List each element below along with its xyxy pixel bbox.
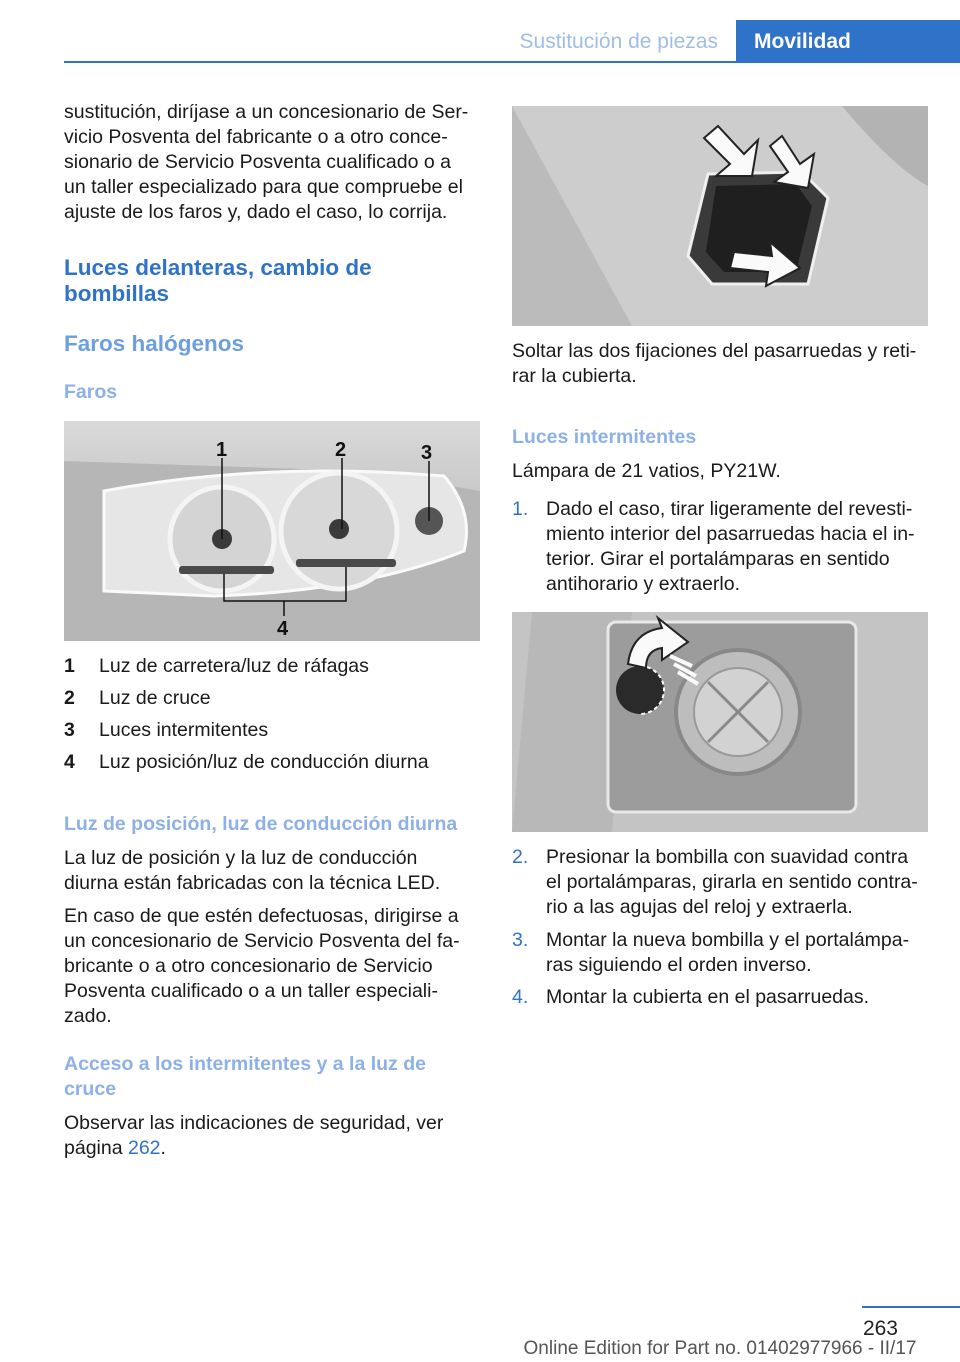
led-paragraph: La luz de posición y la luz de conducción diurna están fabricadas con la técnica LED. — [64, 847, 441, 894]
figure-label-4: 4 — [277, 618, 289, 640]
legend-text: Luz de cruce — [99, 687, 211, 709]
heading-acceso: Acceso a los intermitentes y a la luz de cruce — [64, 1053, 426, 1100]
legend-number: 4 — [64, 751, 75, 773]
caption-remove-cover: Soltar las dos fijaciones del pasarruedas y reti‐ rar la cubierta. — [512, 340, 917, 387]
step-text: Montar la cubierta en el pasarruedas. — [546, 986, 870, 1008]
step-number: 1. — [512, 498, 529, 520]
header-rule — [64, 61, 960, 63]
edition-text: Online Edition for Part no. 01402977966 - II/17 — [523, 1338, 917, 1359]
step-text: Presionar la bombilla con suavidad contra el portalámparas, girarla en sentido contra‐ rio a las agujas del reloj y extraerla. — [546, 846, 918, 918]
intro-paragraph: sustitución, diríjase a un concesionario de Ser‐ vicio Posventa del fabricante o a otro conce‐ sionario de Servicio Posventa cualificado o a un taller especializado para que compruebe el ajuste de los faros y, dado el caso, lo corrija. — [64, 101, 469, 223]
legend-number: 1 — [64, 655, 75, 677]
lamp-spec: Lámpara de 21 vatios, PY21W. — [512, 460, 781, 482]
legend-text: Luces intermitentes — [99, 719, 269, 741]
step-text: Montar la nueva bombilla y el portalámpa‐ ras siguiendo el orden inverso. — [546, 929, 910, 976]
figure-label-1: 1 — [216, 439, 228, 461]
lampholder-figure — [512, 612, 928, 832]
heading-luces-intermitentes: Luces intermitentes — [512, 426, 697, 448]
step-number: 3. — [512, 929, 529, 951]
footer-rule — [862, 1306, 960, 1308]
header-section-title: Sustitución de piezas — [519, 30, 718, 53]
header-chapter-tab: Movilidad — [736, 20, 960, 62]
lampholder-illustration — [512, 612, 928, 832]
step-number: 2. — [512, 846, 529, 868]
legend-number: 3 — [64, 719, 75, 741]
figure-label-3: 3 — [421, 442, 433, 464]
figure-label-2: 2 — [335, 439, 347, 461]
page-link-262[interactable]: 262 — [127, 1137, 161, 1159]
page-number: 263 — [862, 1317, 898, 1340]
heading-posicion-diurna: Luz de posición, luz de conducción diurna — [64, 813, 458, 835]
wheelarch-cover-figure — [512, 106, 928, 326]
step-text: Dado el caso, tirar ligeramente del revesti‐ miento interior del pasarruedas hacia el in‐ terior. Girar el portalámparas en sentido antihorario y extraerlo. — [546, 498, 915, 595]
wheelarch-cover-illustration — [512, 106, 928, 326]
heading-luces-delanteras: Luces delanteras, cambio de bombillas — [64, 255, 372, 306]
legend-number: 2 — [64, 687, 75, 709]
heading-faros: Faros — [64, 381, 118, 403]
headlight-figure — [64, 421, 480, 641]
headlight-illustration — [64, 421, 480, 641]
legend-text: Luz posición/luz de conducción diurna — [99, 751, 429, 773]
edition-line — [0, 1338, 960, 1360]
defect-paragraph: En caso de que estén defectuosas, dirigirse a un concesionario de Servicio Posventa del fa‐ bricante o a otro concesionario de Servicio Posventa cualificado o a un taller especiali‐ zado. — [64, 905, 460, 1027]
observe-text: Observar las indicaciones de seguridad, ver página — [64, 1112, 444, 1159]
legend-text: Luz de carretera/luz de ráfagas — [99, 655, 369, 677]
observe-end: . — [160, 1137, 166, 1159]
step-number: 4. — [512, 986, 529, 1008]
observe-paragraph — [64, 1111, 478, 1161]
heading-faros-halogenos: Faros halógenos — [64, 331, 245, 356]
